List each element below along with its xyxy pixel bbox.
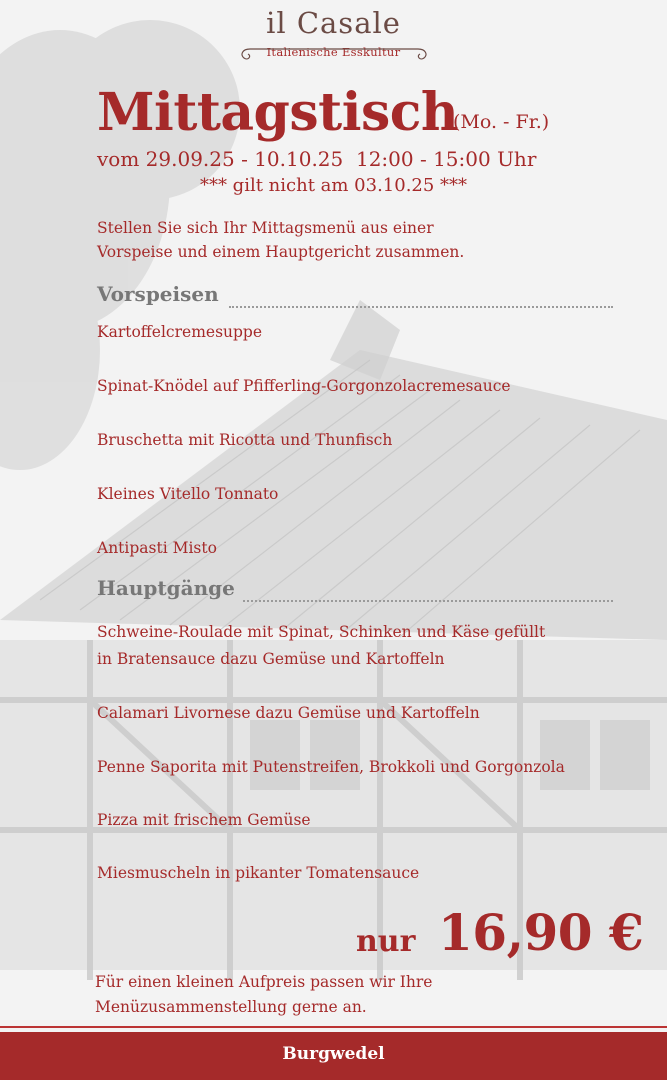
dotted-leader — [243, 600, 613, 602]
intro-line: Stellen Sie sich Ihr Mittagsmenü aus einer — [97, 219, 434, 237]
menu-item: Pizza mit frischem Gemüse — [97, 811, 311, 829]
menu-item: Miesmuscheln in pikanter Tomatensauce — [97, 864, 420, 882]
footer-divider — [0, 1026, 667, 1028]
section-header-mains — [97, 576, 613, 606]
menu-item: Kleines Vitello Tonnato — [97, 485, 279, 503]
menu-item: Schweine-Roulade mit Spinat, Schinken und Käse gefüllt — [97, 623, 546, 641]
logo-scroll-ornament — [236, 46, 432, 72]
menu-item: Bruschetta mit Ricotta und Thunfisch — [97, 431, 393, 449]
footnote-line: Menüzusammenstellung gerne an. — [95, 998, 367, 1016]
menu-item: Calamari Livornese dazu Gemüse und Kartoffeln — [97, 704, 480, 722]
title-note: (Mo. - Fr.) — [453, 111, 550, 133]
intro-line: Vorspeise und einem Hauptgericht zusammen. — [97, 243, 465, 261]
menu-item: Spinat-Knödel auf Pfifferling-Gorgonzolacremesauce — [97, 377, 511, 395]
dotted-leader — [229, 306, 613, 308]
section-title: Hauptgänge — [97, 576, 235, 600]
footer-location: Burgwedel — [282, 1044, 385, 1064]
exception-note: *** gilt nicht am 03.10.25 *** — [199, 175, 468, 196]
logo-subtitle: Italienische Esskultur — [266, 45, 401, 59]
menu-item: Penne Saporita mit Putenstreifen, Brokkoli und Gorgonzola — [97, 758, 565, 776]
menu-item: Antipasti Misto — [97, 539, 217, 557]
intro-text — [97, 216, 464, 264]
footnote-line: Für einen kleinen Aufpreis passen wir Ihre — [95, 973, 433, 991]
logo — [0, 6, 667, 59]
date-time-range: vom 29.09.25 - 10.10.25 12:00 - 15:00 Uhr — [97, 147, 537, 171]
logo-name: il Casale — [266, 6, 401, 40]
price-value: 16,90 € — [438, 903, 644, 962]
section-title: Vorspeisen — [97, 282, 219, 306]
menu-item: Kartoffelcremesuppe — [97, 323, 263, 341]
page-title: Mittagstisch — [97, 82, 459, 143]
menu-item-continued: in Bratensauce dazu Gemüse und Kartoffeln — [97, 650, 445, 668]
section-header-starters — [97, 282, 613, 312]
footnote — [95, 970, 432, 1020]
price-prefix: nur — [356, 924, 416, 959]
